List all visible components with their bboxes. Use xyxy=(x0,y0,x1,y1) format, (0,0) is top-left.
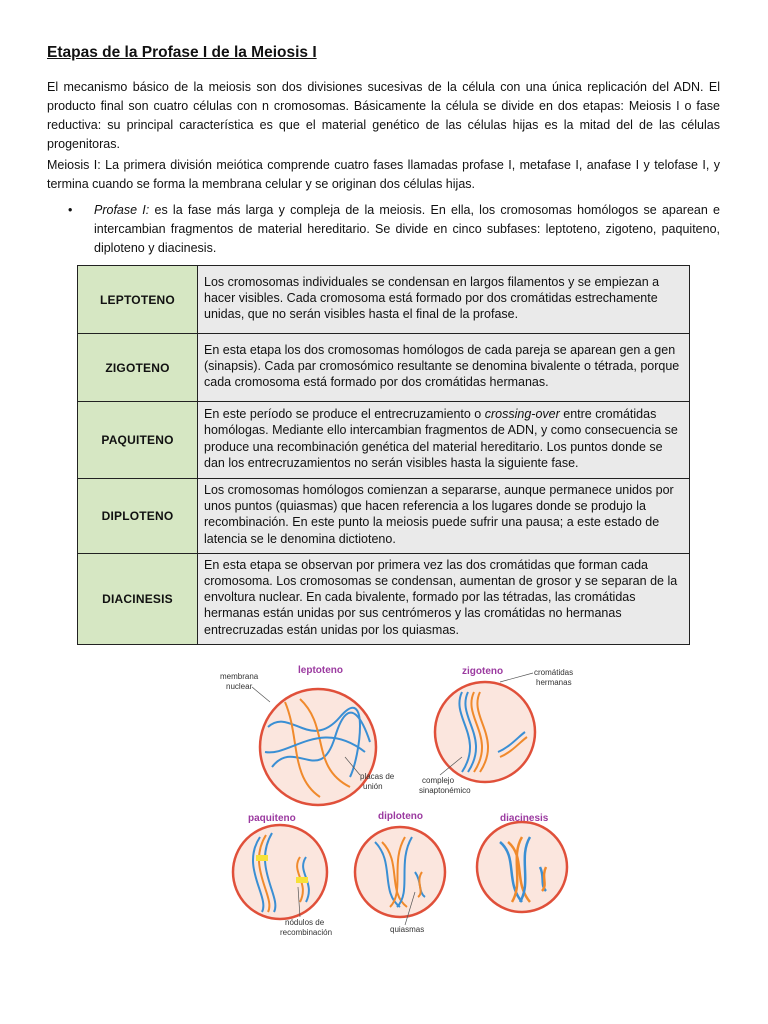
stage-desc-cell: En esta etapa se observan por primera vez las dos cromátidas que forman cada cromosoma. Los cromosomas se condensan, aumentan de grosor y se separan de la envoltura nuclear. En cada bivalente, formado por las tétradas, las cromátidas hermanas están unidas por sus centrómeros y las cromátidas no hermanas entrecruzadas están unidas por los quiasmas. xyxy=(198,553,690,644)
bullet-body: es la fase más larga y compleja de la meiosis. En ella, los cromosomas homólogos se aparean e intercambian fragmentos de material hereditario. Se divide en cinco subfases: leptoteno, zigoteno, paquiteno, diploteno y diacinesis. xyxy=(94,203,721,255)
table-row xyxy=(78,266,690,334)
complejo-annotation: complejo xyxy=(422,776,455,785)
diploteno-label: diploteno xyxy=(378,811,423,822)
leptoteno-cell xyxy=(260,689,376,805)
stage-name-cell: DIPLOTENO xyxy=(78,479,198,554)
nuclear-annotation: nuclear xyxy=(226,682,253,691)
stage-desc-part: En este período se produce el entrecruzamiento o xyxy=(204,407,485,422)
cromatidas-annotation: cromátidas xyxy=(534,668,574,677)
stage-desc-cell: En esta etapa los dos cromosomas homólogos de cada pareja se aparean gen a gen (sinapsis). Cada par cromosómico resultante se denomina bivalente o tétrada, porque cada cromosoma está formado por dos cromátidas hermanas. xyxy=(198,334,690,402)
zigoteno-label: zigoteno xyxy=(462,666,504,677)
table-row xyxy=(78,553,690,644)
stage-desc-cell xyxy=(198,402,690,479)
bullet-text xyxy=(94,201,720,258)
table-row xyxy=(78,402,690,479)
table-row xyxy=(78,479,690,554)
paquiteno-cell xyxy=(233,825,327,919)
page-title: Etapas de la Profase I de la Meiosis I xyxy=(47,44,317,61)
hermanas-annotation: hermanas xyxy=(536,678,572,687)
crossing-over-term: crossing-over xyxy=(484,407,560,422)
diploteno-cell xyxy=(355,827,445,917)
meiosis-i-paragraph: Meiosis I: La primera división meiótica comprende cuatro fases llamadas profase I, metafase I, anafase I y telofase I, y termina cuando se forma la membrana celular y se originan dos células hijas. xyxy=(47,158,720,191)
stage-name-cell: LEPTOTENO xyxy=(78,266,198,334)
diacinesis-cell xyxy=(477,822,567,912)
union-annotation: unión xyxy=(363,782,383,791)
bullet-label: Profase I: xyxy=(94,203,150,217)
membrana-annotation: membrana xyxy=(220,672,259,681)
table-row xyxy=(78,334,690,402)
stage-name-cell: ZIGOTENO xyxy=(78,334,198,402)
intro-paragraph: El mecanismo básico de la meiosis son dos divisiones sucesivas de la célula con una única replicación del ADN. El producto final son cuatro células con n cromosomas. Básicamente la célula se divide en dos etapas: Meiosis I o fase reductiva: su principal característica es que el material genético de las células hijas es la mitad del de las células progenitoras. xyxy=(47,80,720,151)
stage-name-cell: PAQUITENO xyxy=(78,402,198,479)
stage-desc-part: entre cromátidas homólogas. Mediante ello intercambian fragmentos de ADN, y como consecuencia se produce una recombinación genética del material hereditario. Los puntos donde se dan los entrecruzamientos no serán visibles hasta la siguiente fase. xyxy=(204,407,678,470)
nodulos-annotation: nódulos de xyxy=(285,918,325,927)
recombinacion-annotation: recombinación xyxy=(280,928,333,937)
quiasmas-annotation: quiasmas xyxy=(390,925,425,934)
prophase-diagram xyxy=(200,657,577,942)
stage-name-cell: DIACINESIS xyxy=(78,553,198,644)
leptoteno-label: leptoteno xyxy=(298,665,343,676)
paquiteno-label: paquiteno xyxy=(248,813,296,824)
prophase-illustration xyxy=(200,657,577,942)
diacinesis-label: diacinesis xyxy=(500,813,549,824)
sinaptonemico-annotation: sinaptonémico xyxy=(419,786,471,795)
placas-annotation: placas de xyxy=(360,772,395,781)
stage-desc-cell: Los cromosomas individuales se condensan en largos filamentos y se empiezan a hacer visibles. Cada cromosoma está formado por dos cromátidas estrechamente unidas, que no serán visibles hasta el final de la profase. xyxy=(198,266,690,334)
stages-table xyxy=(77,265,690,645)
stage-desc-cell: Los cromosomas homólogos comienzan a separarse, aunque permanece unidos por unos puntos (quiasmas) que hacen referencia a los lugares donde se produjo la recombinación. En este punto la meiosis puede sufrir una pausa; a este estado de latencia se le denomina dictioteno. xyxy=(198,479,690,554)
bullet-icon: • xyxy=(68,203,73,217)
